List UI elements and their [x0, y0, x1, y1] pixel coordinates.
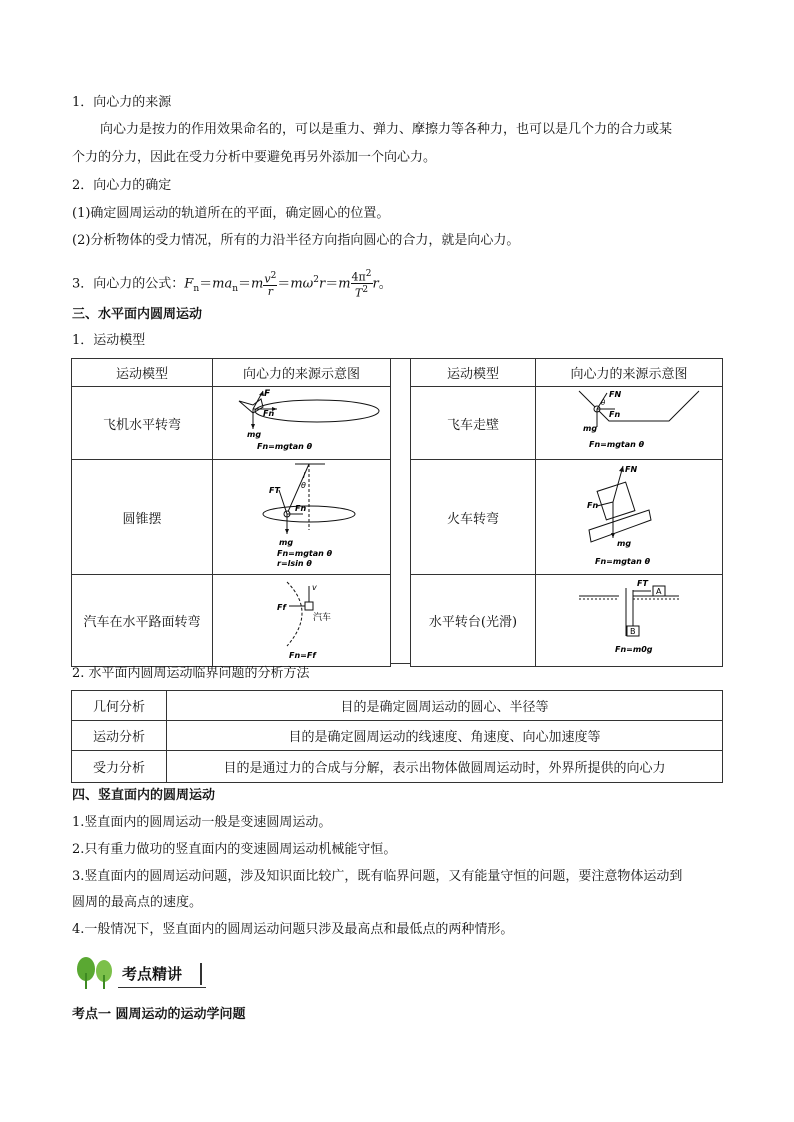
paragraph-source-b: 个力的分力，因此在受力分析中要避免再另外添加一个向心力。 — [72, 150, 437, 165]
svg-text:FN: FN — [625, 465, 638, 474]
formula-airplane: Fn=mgtan θ — [256, 442, 312, 451]
vertical-point-1: 1.竖直面内的圆周运动一般是变速圆周运动。 — [72, 815, 332, 830]
formula-conical: Fn=mgtan θ — [276, 549, 332, 558]
svg-text:mg: mg — [617, 539, 632, 548]
model-car-turn: 汽车在水平路面转弯 — [72, 575, 213, 667]
subheading-critical: 2. 水平面内圆周运动临界问题的分析方法 — [72, 666, 310, 681]
diagram-train — [536, 460, 723, 575]
svg-text:θ: θ — [300, 481, 306, 490]
svg-text:θ: θ — [601, 399, 606, 407]
formula-conical-radius: r=lsin θ — [276, 559, 312, 568]
section-banner — [72, 955, 212, 991]
svg-text:Fn: Fn — [294, 504, 306, 513]
formula-wall: Fn=mgtan θ — [589, 440, 645, 449]
formula-car: Fn=Ff — [288, 650, 316, 660]
svg-text:B: B — [630, 626, 636, 636]
analysis-key-motion: 运动分析 — [72, 721, 167, 751]
vertical-point-3a: 3.竖直面内的圆周运动问题，涉及知识面比较广，既有临界问题，又有能量守恒的问题，要注意物体运动到 — [72, 869, 683, 884]
svg-text:Ff: Ff — [276, 602, 286, 612]
paragraph-source-a: 向心力是按力的作用效果命名的，可以是重力、弹力、摩擦力等各种力，也可以是几个力的合力或某 — [100, 122, 673, 137]
svg-text:FT: FT — [637, 578, 648, 588]
section-title-horizontal: 三、水平面内圆周运动 — [72, 307, 203, 322]
formula-turntable: Fn=m0g — [615, 644, 653, 654]
svg-text:A: A — [656, 586, 662, 596]
vertical-point-4: 4.一般情况下，竖直面内的圆周运动问题只涉及最高点和最低点的两种情形。 — [72, 922, 514, 937]
heading-source: 1．向心力的来源 — [72, 95, 172, 110]
header-diagram-right: 向心力的来源示意图 — [536, 359, 723, 387]
point-1-heading: 考点一 圆周运动的运动学问题 — [72, 1007, 246, 1022]
tree-icon — [72, 955, 118, 991]
analysis-table — [71, 690, 723, 783]
model-train-turn: 火车转弯 — [411, 460, 536, 575]
diagram-airplane — [213, 387, 391, 460]
car-turn-diagram — [217, 576, 387, 662]
svg-text:Fn: Fn — [609, 410, 621, 419]
analysis-key-force: 受力分析 — [72, 751, 167, 783]
svg-text:mg: mg — [278, 538, 293, 547]
list-item-2: (2)分析物体的受力情况，所有的力沿半径方向指向圆心的合力，就是向心力。 — [72, 233, 520, 248]
svg-text:Fn: Fn — [587, 501, 599, 510]
table-gap — [391, 358, 410, 664]
turntable-diagram — [539, 576, 719, 662]
formula-label: 3．向心力的公式： — [72, 276, 185, 292]
svg-text:v: v — [311, 582, 317, 592]
analysis-value-geometry: 目的是确定圆周运动的圆心、半径等 — [167, 691, 723, 721]
svg-text:l: l — [302, 471, 305, 480]
conical-pendulum-diagram — [217, 460, 387, 570]
svg-text:F: F — [263, 389, 270, 399]
header-model-left: 运动模型 — [72, 359, 213, 387]
banner-title: 考点精讲 — [122, 965, 183, 983]
train-turn-diagram — [539, 460, 719, 570]
svg-text:mg: mg — [583, 424, 598, 433]
models-table-left — [71, 358, 391, 667]
svg-text:Fn: Fn — [262, 409, 274, 418]
banner-underline — [118, 987, 206, 988]
analysis-value-motion: 目的是确定圆周运动的线速度、角速度、向心加速度等 — [167, 721, 723, 751]
formula-line: 3．向心力的公式：$F_n=ma_n=m$ $\frac{v^2}{r}$ $=m\omega^2r=m$ $\frac{4\pi^2}{T^2}$ r。 — [72, 268, 392, 300]
model-airplane: 飞机水平转弯 — [72, 387, 213, 460]
model-turntable: 水平转台(光滑) — [411, 575, 536, 667]
subheading-models: 1．运动模型 — [72, 333, 146, 348]
vertical-point-2: 2.只有重力做功的竖直面内的变速圆周运动机械能守恒。 — [72, 842, 397, 857]
svg-text:FN: FN — [609, 390, 622, 399]
airplane-turn-diagram — [217, 387, 387, 455]
header-model-right: 运动模型 — [411, 359, 536, 387]
section-title-vertical: 四、竖直面内的圆周运动 — [72, 788, 216, 803]
banner-bar — [200, 963, 202, 985]
model-conical-pendulum: 圆锥摆 — [72, 460, 213, 575]
svg-text:汽车: 汽车 — [312, 612, 331, 623]
diagram-turntable — [536, 575, 723, 667]
svg-text:mg: mg — [246, 430, 261, 439]
analysis-value-force: 目的是通过力的合成与分解，表示出物体做圆周运动时，外界所提供的向心力 — [167, 751, 723, 783]
diagram-conical — [213, 460, 391, 575]
vertical-point-3b: 圆周的最高点的速度。 — [72, 895, 203, 910]
diagram-wall — [536, 387, 723, 460]
formula-train: Fn=mgtan θ — [595, 557, 651, 566]
header-diagram-left: 向心力的来源示意图 — [213, 359, 391, 387]
list-item-1: (1)确定圆周运动的轨道所在的平面，确定圆心的位置。 — [72, 206, 390, 221]
analysis-key-geometry: 几何分析 — [72, 691, 167, 721]
wall-rider-diagram — [539, 387, 719, 455]
diagram-car — [213, 575, 391, 667]
heading-determine: 2．向心力的确定 — [72, 178, 172, 193]
models-table-right — [410, 358, 723, 667]
model-wall-rider: 飞车走壁 — [411, 387, 536, 460]
svg-text:FT: FT — [268, 486, 280, 495]
